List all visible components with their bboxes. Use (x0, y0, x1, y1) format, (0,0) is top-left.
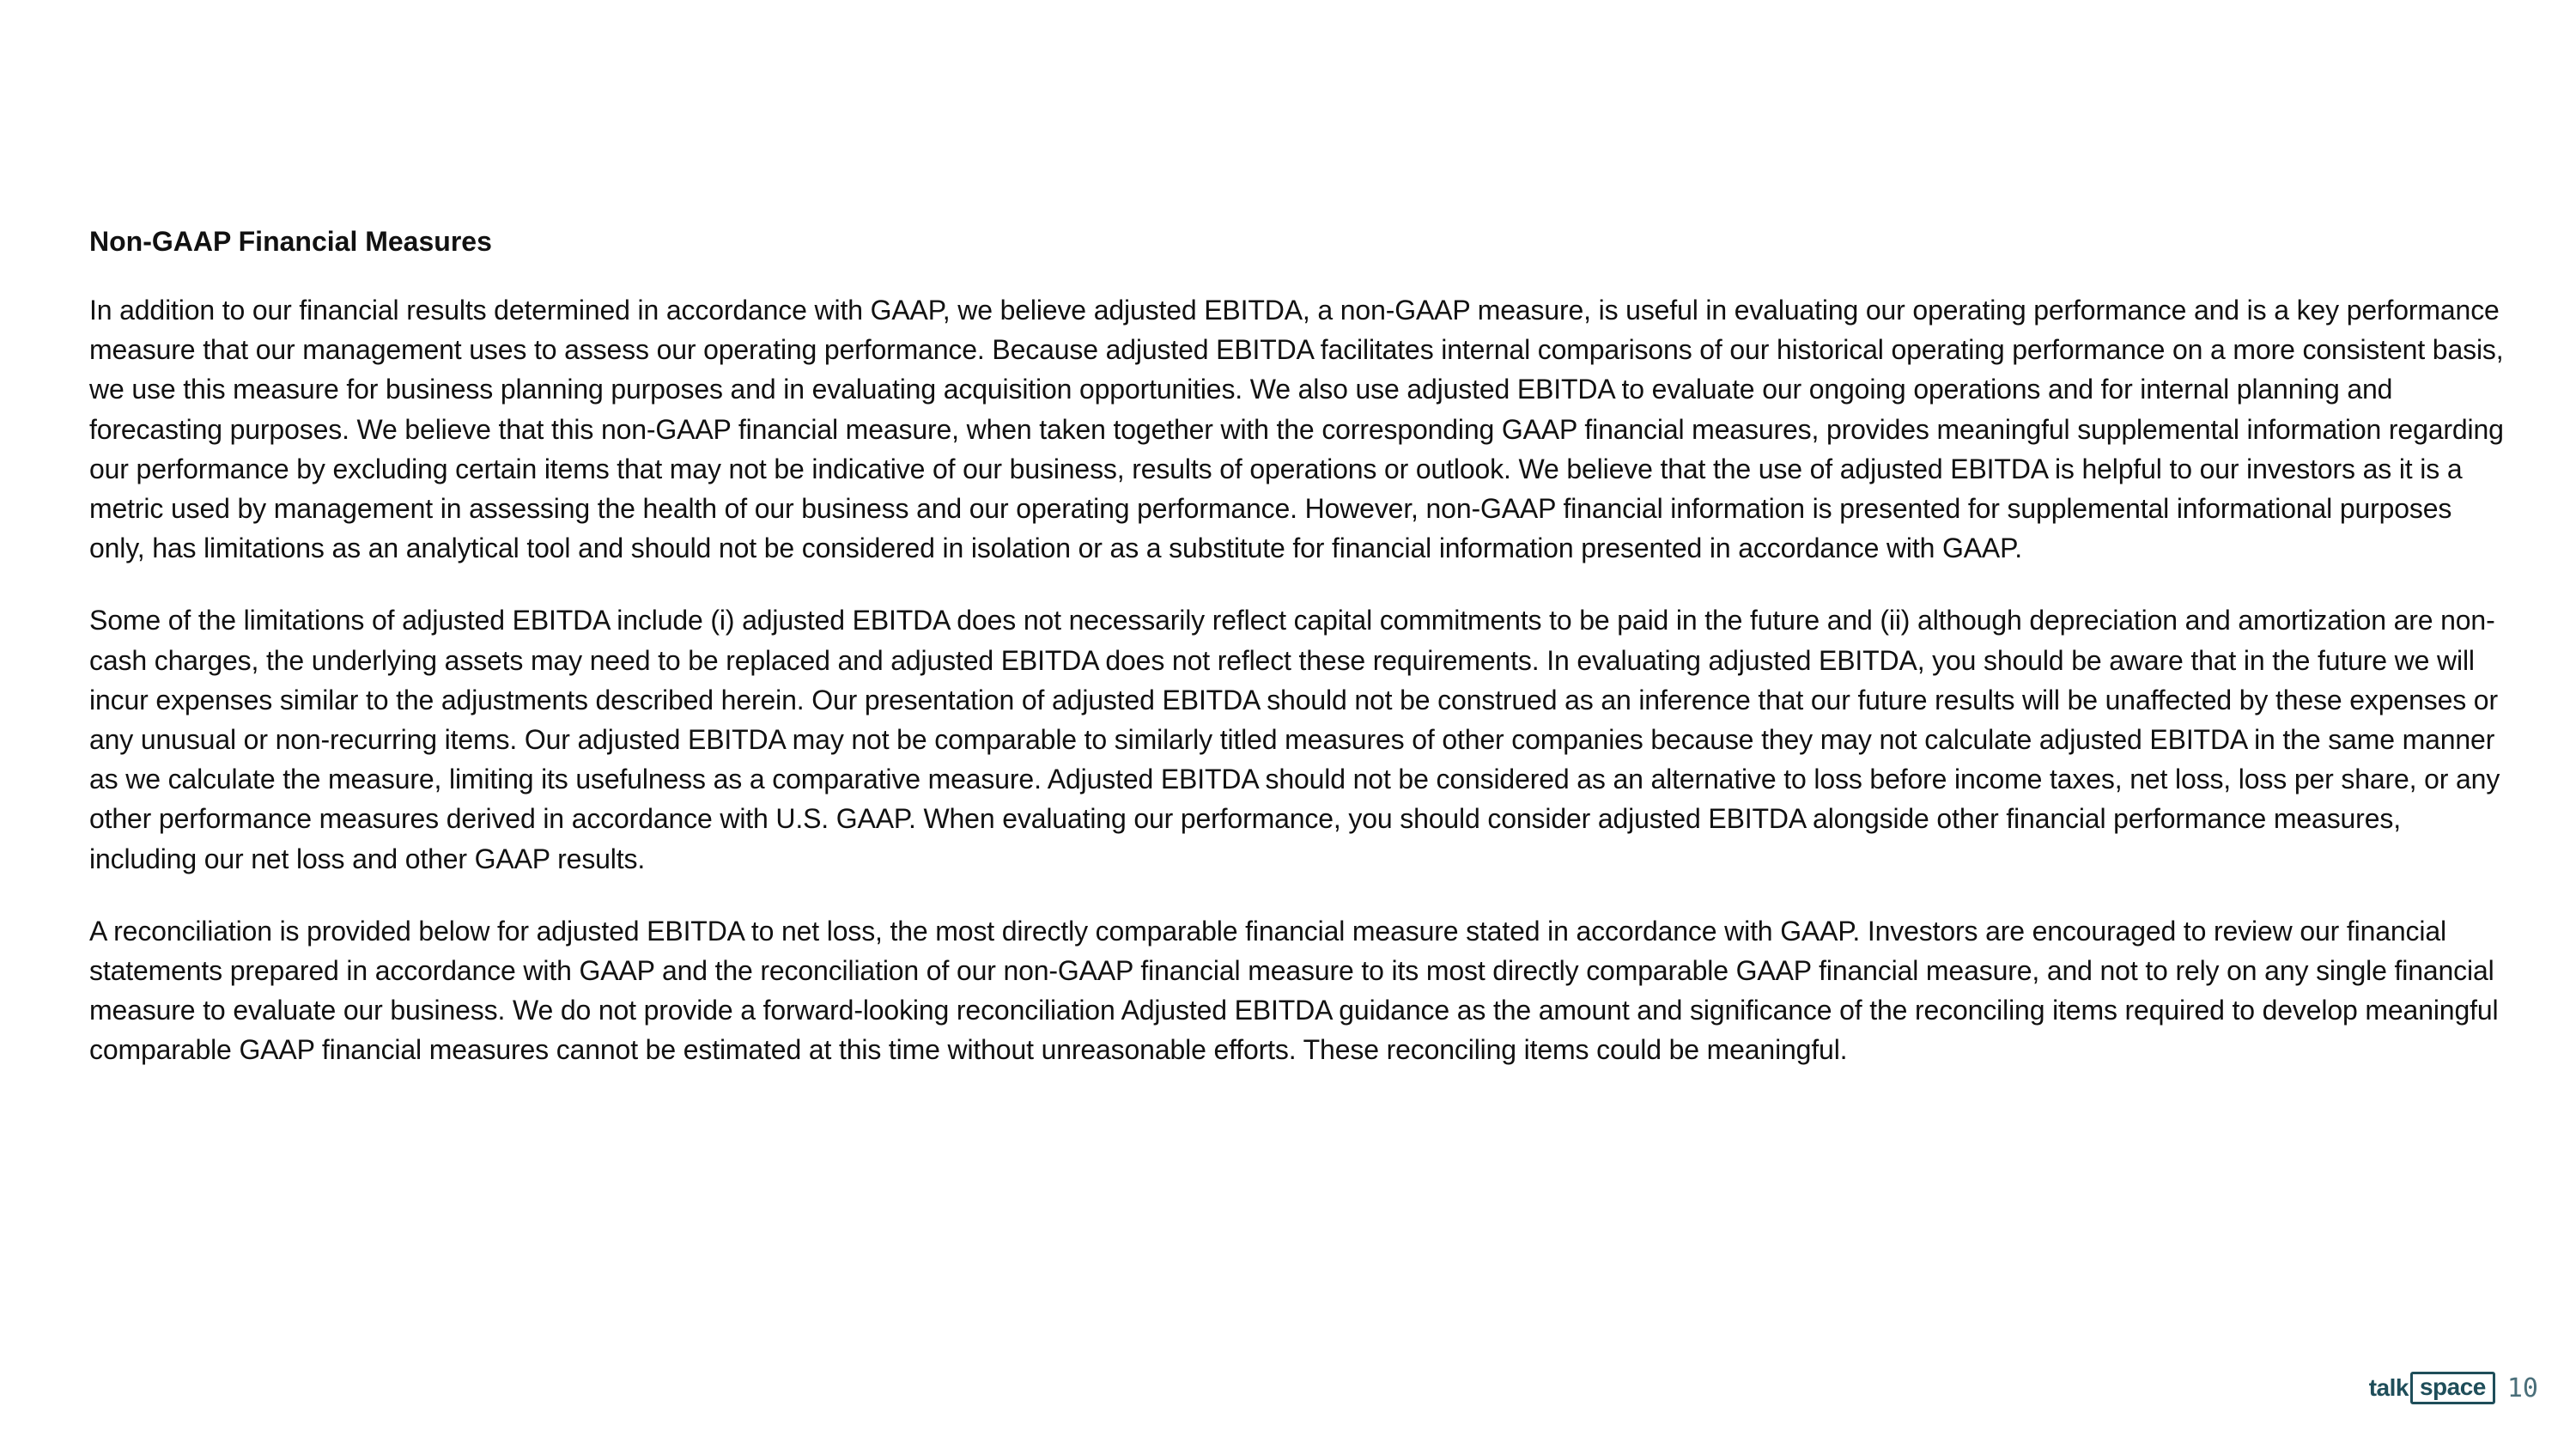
slide-footer (2369, 1372, 2538, 1404)
slide-content (89, 222, 2511, 1103)
logo-text-plain: talk (2368, 1374, 2409, 1401)
section-heading: Non-GAAP Financial Measures (89, 226, 492, 257)
logo-text-boxed: space (2410, 1372, 2495, 1404)
paragraph-limitations: Some of the limitations of adjusted EBITDA include (i) adjusted EBITDA does not necessarily reflect capital commitments to be paid in the future and (ii) although depreciation and amortization are non-cash charges, the underlying assets may need to be replaced and adjusted EBITDA does not reflect these requirements. In evaluating adjusted EBITDA, you should be aware that in the future we will incur expenses similar to the adjustments described herein. Our presentation of adjusted EBITDA should not be construed as an inference that our future results will be unaffected by these expenses or any unusual or non-recurring items. Our adjusted EBITDA may not be comparable to similarly titled measures of other companies because they may not calculate adjusted EBITDA in the same manner as we calculate the measure, limiting its usefulness as a comparative measure. Adjusted EBITDA should not be considered as an alternative to loss before income taxes, net loss, loss per share, or any other performance measures derived in accordance with U.S. GAAP. When evaluating our performance, you should consider adjusted EBITDA alongside other financial performance measures, including our net loss and other GAAP results. (89, 605, 2500, 874)
paragraph-overview: In addition to our financial results determined in accordance with GAAP, we believe adjusted EBITDA, a non-GAAP measure, is useful in evaluating our operating performance and is a key performance measure that our management uses to assess our operating performance. Because adjusted EBITDA facilitates internal comparisons of our historical operating performance on a more consistent basis, we use this measure for business planning purposes and in evaluating acquisition opportunities. We also use adjusted EBITDA to evaluate our ongoing operations and for internal planning and forecasting purposes. We believe that this non-GAAP financial measure, when taken together with the corresponding GAAP financial measures, provides meaningful supplemental information regarding our performance by excluding certain items that may not be indicative of our business, results of operations or outlook. We believe that the use of adjusted EBITDA is helpful to our investors as it is a metric used by management in assessing the health of our business and our operating performance. However, non-GAAP financial information is presented for supplemental informational purposes only, has limitations as an analytical tool and should not be considered in isolation or as a substitute for financial information presented in accordance with GAAP. (89, 295, 2504, 564)
talkspace-logo (2369, 1372, 2495, 1404)
paragraph-reconciliation: A reconciliation is provided below for adjusted EBITDA to net loss, the most directly comparable financial measure stated in accordance with GAAP. Investors are encouraged to review our financial statements prepared in accordance with GAAP and the reconciliation of our non-GAAP financial measure to its most directly comparable GAAP financial measure, and not to rely on any single financial measure to evaluate our business. We do not provide a forward-looking reconciliation Adjusted EBITDA guidance as the amount and significance of the reconciling items required to develop meaningful comparable GAAP financial measures cannot be estimated at this time without unreasonable efforts. These reconciling items could be meaningful. (89, 915, 2499, 1066)
page-number: 10 (2506, 1373, 2538, 1403)
